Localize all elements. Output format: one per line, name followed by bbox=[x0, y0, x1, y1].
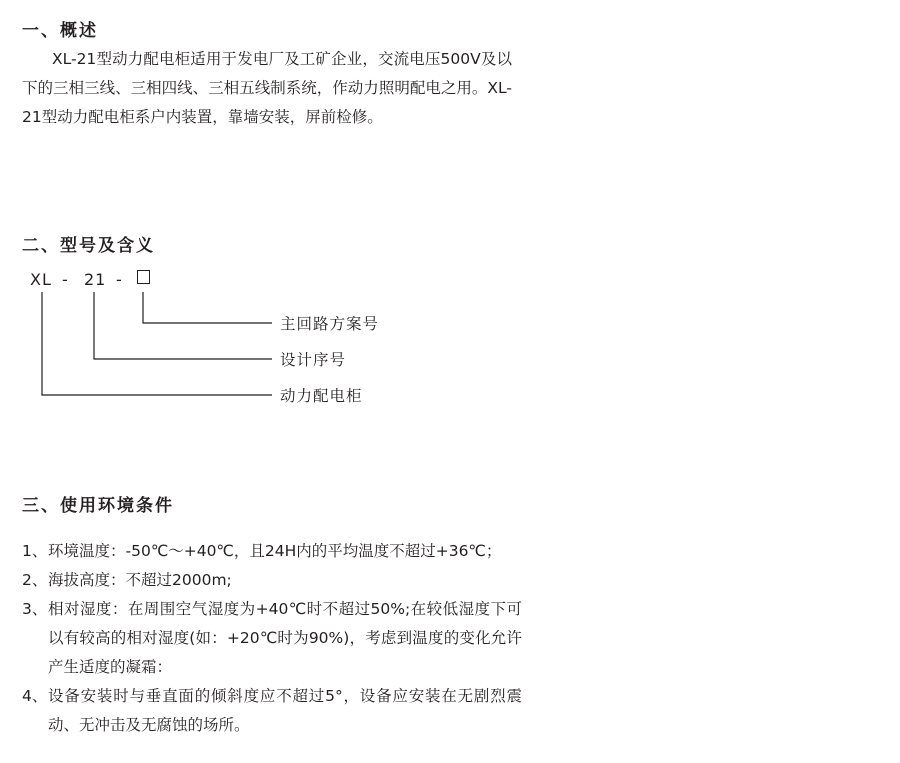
label-power-cabinet: 动力配电柜 bbox=[280, 387, 363, 405]
model-code-dash: - bbox=[116, 270, 123, 289]
list-item bbox=[22, 566, 522, 595]
list-item-number: 2、 bbox=[22, 571, 48, 589]
bracket-line-type bbox=[42, 292, 272, 395]
overview-paragraph: XL-21型动力配电柜适用于发电厂及工矿企业，交流电压500V及以下的三相三线、三相四线、三相五线制系统，作动力照明配电之用。XL-21型动力配电柜系户内装置，靠墙安装，屏前检修。 bbox=[22, 50, 512, 126]
section-heading-model: 二、型号及含义 bbox=[22, 236, 155, 256]
list-item-number: 4、 bbox=[22, 687, 48, 705]
section-heading-overview: 一、概述 bbox=[22, 21, 98, 41]
list-item-text: 设备安装时与垂直面的倾斜度应不超过5°，设备应安装在无剧烈震动、无冲击及无腐蚀的场所。 bbox=[48, 687, 522, 734]
model-code-number: 21 bbox=[84, 270, 107, 289]
bracket-line-scheme bbox=[143, 292, 272, 323]
list-item-number: 1、 bbox=[22, 542, 48, 560]
list-item bbox=[22, 595, 522, 682]
list-item bbox=[22, 537, 522, 566]
label-design-serial: 设计序号 bbox=[280, 351, 347, 369]
list-item-text: 环境温度：-50℃～+40℃，且24H内的平均温度不超过+36℃； bbox=[48, 542, 502, 560]
model-code-dash: - bbox=[62, 270, 69, 289]
list-item-number: 3、 bbox=[22, 600, 48, 618]
environment-conditions-list bbox=[22, 537, 522, 740]
bracket-line-serial bbox=[94, 292, 272, 359]
list-item bbox=[22, 682, 522, 740]
list-item-text: 海拔高度：不超过2000m; bbox=[48, 571, 232, 589]
list-item-text: 相对湿度：在周围空气湿度为+40℃时不超过50%;在较低湿度下可以有较高的相对湿度(如：+20℃时为90%)，考虑到温度的变化允许产生适度的凝霜： bbox=[48, 600, 522, 676]
section-heading-environment: 三、使用环境条件 bbox=[22, 496, 174, 516]
model-code-prefix: XL bbox=[30, 270, 52, 289]
label-main-circuit-scheme: 主回路方案号 bbox=[280, 315, 380, 333]
